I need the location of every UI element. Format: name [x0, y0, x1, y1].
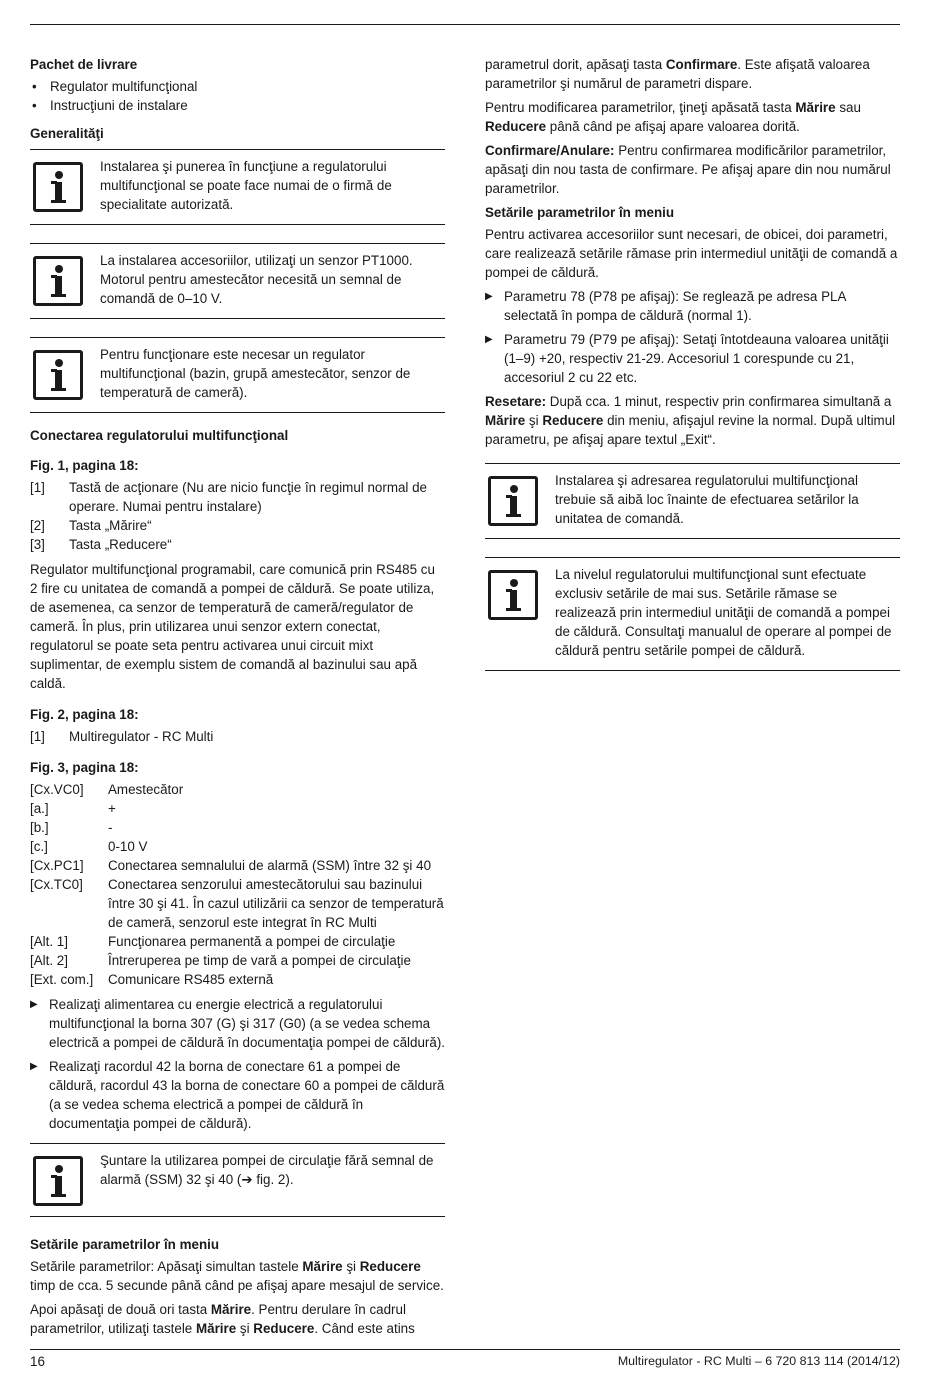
info-icon	[488, 570, 538, 620]
list-item: ▶ Realizaţi alimentarea cu energie electrică a regulatorului multifuncţional la borna 307 (G) şi 317 (G0) (a se vedea schema electrică a pompei de căldură în documentaţia pompei de căldură).	[30, 995, 445, 1052]
key-name: Confirmare	[665, 57, 738, 72]
list-item: ▶ Parametru 79 (P79 pe afişaj): Setaţi întotdeauna valoarea unităţii (1–9) +20, respectiv 21-29. Accesoriul 1 corespunde cu 21, accesoriul 2 cu 22 etc.	[485, 330, 900, 387]
note-text: Şuntare la utilizarea pompei de circulaţie fără semnal de alarmă (SSM) 32 şi 40 (➔ fig. 2).	[100, 1153, 434, 1187]
legend-key: [2]	[30, 518, 45, 533]
text-run: . Este afişată valoarea parametrilor şi numărul de parametri dispare.	[485, 57, 870, 91]
legend-key: [Cx.PC1]	[30, 858, 84, 873]
continued-paragraph	[485, 55, 900, 93]
text-run: şi	[236, 1321, 254, 1336]
info-note	[30, 1143, 445, 1217]
list-item: ▶ Parametru 78 (P78 pe afişaj): Se reglează pe adresa PLA selectată în pompa de căldură (normal 1).	[485, 287, 900, 325]
legend-text: Tastă de acţionare (Nu are nicio funcţie în regimul normal de operare. Numai pentru instalare)	[69, 480, 428, 514]
text-run: parametrul dorit, apăsaţi tasta	[485, 57, 666, 72]
legend-key: [1]	[30, 729, 45, 744]
page-number: 16	[30, 1354, 45, 1369]
key-name: Mărire	[210, 1302, 252, 1317]
legend-key: [1]	[30, 480, 45, 495]
menu-intro: Pentru activarea accesoriilor sunt necesari, de obicei, doi parametri, care realizează setările rămase prin intermediul unităţii de comandă a pompei de căldură.	[485, 227, 898, 280]
list-item: ▶ Realizaţi racordul 42 la borna de conectare 61 a pompei de căldură, racordul 43 la borna de conectare 60 a pompei de căldură (a se vedea schema electrică a pompei de căldură în documentaţia pompei de căldură).	[30, 1057, 445, 1133]
text-run: până când pe afişaj apare valoarea dorită.	[546, 119, 800, 134]
settings-heading: Setările parametrilor în meniu	[30, 1237, 220, 1252]
legend-text: Multiregulator - RC Multi	[69, 729, 214, 744]
legend-text: Conectarea semnalului de alarmă (SSM) între 32 şi 40	[108, 858, 432, 873]
legend-text: 0-10 V	[108, 839, 148, 854]
legend-text: Funcţionarea permanentă a pompei de circulaţie	[108, 934, 396, 949]
legend-text: +	[108, 801, 116, 816]
note-text: Instalarea şi punerea în funcţiune a regulatorului multifuncţional se poate face numai de o firmă de specialitate autorizată.	[100, 159, 392, 212]
legend-text: Tasta „Reducere“	[69, 537, 172, 552]
legend-key: [Ext. com.]	[30, 972, 94, 987]
term-label: Confirmare/Anulare:	[485, 143, 615, 158]
text-run: Apoi apăsaţi de două ori tasta	[30, 1302, 211, 1317]
note-text: La nivelul regulatorului multifuncţional sunt efectuate exclusiv setările de mai sus. Setările rămase se realizează prin intermediul unităţii de comandă a pompei de căldură. Consultaţi manualul de operare al pompei de căldură pentru setările pompei de căldură.	[555, 567, 892, 658]
fig3-legend	[30, 780, 445, 989]
settings-paragraph-1	[30, 1257, 445, 1295]
text-run: sau	[835, 100, 861, 115]
note-text: Instalarea şi adresarea regulatorului multifuncţional trebuie să aibă loc înainte de efectuarea setărilor la unitatea de comandă.	[555, 473, 859, 526]
key-name: Reducere	[359, 1259, 421, 1274]
info-icon	[488, 476, 538, 526]
text-run: şi	[342, 1259, 360, 1274]
info-icon	[33, 350, 83, 400]
legend-text: Întreruperea pe timp de vară a pompei de circulaţie	[108, 953, 411, 968]
info-note	[485, 463, 900, 539]
legend-text: Tasta „Mărire“	[69, 518, 152, 533]
info-icon	[33, 162, 83, 212]
key-name: Mărire	[302, 1259, 343, 1274]
fig1-legend	[30, 478, 445, 554]
settings-paragraph-2	[30, 1300, 445, 1338]
text-run: . Pentru derulare în cadrul parametrilor, utilizaţi tastele	[30, 1302, 406, 1336]
text-run: Pentru modificarea parametrilor, ţineţi apăsată tasta	[485, 100, 796, 115]
menu-heading: Setările parametrilor în meniu	[485, 205, 675, 220]
fig2-legend	[30, 727, 445, 746]
legend-key: [Alt. 2]	[30, 953, 68, 968]
info-note	[30, 337, 445, 413]
action-list	[30, 995, 445, 1133]
reset-paragraph	[485, 392, 900, 449]
legend-text: Conectarea senzorului amestecătorului sau bazinului între 30 şi 41. În cazul utilizării ca senzor de temperatură de cameră, senzorul este integrat în RC Multi	[108, 877, 444, 930]
legend-key: [a.]	[30, 801, 49, 816]
key-name: Reducere	[253, 1321, 315, 1336]
left-column	[30, 55, 445, 1343]
legend-text: -	[108, 820, 113, 835]
intro-paragraph: Regulator multifuncţional programabil, care comunică prin RS485 cu 2 fire cu unitatea de comandă a pompei de căldură. Se poate utiliza, de asemenea, ca senzor de temperatură de cameră/regulator de cameră. În plus, prin utilizarea unui senzor extern conectat, regulatorul se poate seta pentru activarea unui circuit mixt suplimentar, de exemplu sistem de comandă al bazinului sau apă caldă.	[30, 562, 435, 691]
legend-key: [3]	[30, 537, 45, 552]
text-run: şi	[525, 413, 543, 428]
fig2-heading: Fig. 2, pagina 18:	[30, 707, 139, 722]
text-run: Setările parametrilor: Apăsaţi simultan tastele	[30, 1259, 303, 1274]
legend-text: Comunicare RS485 externă	[108, 972, 274, 987]
fig1-heading: Fig. 1, pagina 18:	[30, 458, 139, 473]
info-icon	[33, 256, 83, 306]
fig3-heading: Fig. 3, pagina 18:	[30, 760, 139, 775]
legend-key: [Alt. 1]	[30, 934, 68, 949]
modify-paragraph	[485, 98, 900, 136]
legend-key: [b.]	[30, 820, 49, 835]
right-column	[485, 55, 900, 684]
delivery-list	[30, 77, 445, 115]
list-item: • Regulator multifuncţional	[30, 77, 445, 96]
info-note	[30, 149, 445, 225]
key-name: Mărire	[485, 413, 526, 428]
info-note	[485, 557, 900, 671]
key-name: Reducere	[485, 119, 547, 134]
list-item: • Instrucţiuni de instalare	[30, 96, 445, 115]
connect-heading: Conectarea regulatorului multifuncţional	[30, 428, 289, 443]
delivery-heading: Pachet de livrare	[30, 57, 138, 72]
info-icon	[33, 1156, 83, 1206]
key-name: Mărire	[195, 1321, 237, 1336]
text-run: După cca. 1 minut, respectiv prin confirmarea simultană a	[546, 394, 892, 409]
param-list	[485, 287, 900, 387]
key-name: Mărire	[795, 100, 836, 115]
bottom-rule	[30, 1349, 900, 1350]
document-reference: Multiregulator - RC Multi – 6 720 813 114 (2014/12)	[617, 1354, 900, 1368]
legend-text: Amestecător	[108, 782, 184, 797]
text-run: . Când este atins	[314, 1321, 415, 1336]
confirm-paragraph	[485, 141, 900, 198]
text-run: Pentru confirmarea modificărilor parametrilor, apăsaţi din nou tasta de confirmare. Pe afişaj apare din nou numărul parametrilor.	[485, 143, 891, 196]
legend-key: [c.]	[30, 839, 48, 854]
info-note	[30, 243, 445, 319]
note-text: Pentru funcţionare este necesar un regulator multifuncţional (bazin, grupă amestecător, senzor de temperatură de cameră).	[100, 347, 411, 400]
general-heading: Generalităţi	[30, 126, 104, 141]
legend-key: [Cx.VC0]	[30, 782, 84, 797]
text-run: timp de cca. 5 secunde până când pe afişaj apare mesajul de service.	[30, 1278, 444, 1293]
top-rule	[30, 24, 900, 25]
term-label: Resetare:	[485, 394, 547, 409]
note-text: La instalarea accesoriilor, utilizaţi un senzor PT1000. Motorul pentru amestecător necesită un semnal de comandă de 0–10 V.	[100, 253, 413, 306]
text-run: din meniu, afişajul revine la normal. După ultimul parametru, pe afişaj apare textul „Exit“.	[485, 413, 896, 447]
legend-key: [Cx.TC0]	[30, 877, 83, 892]
key-name: Reducere	[542, 413, 604, 428]
